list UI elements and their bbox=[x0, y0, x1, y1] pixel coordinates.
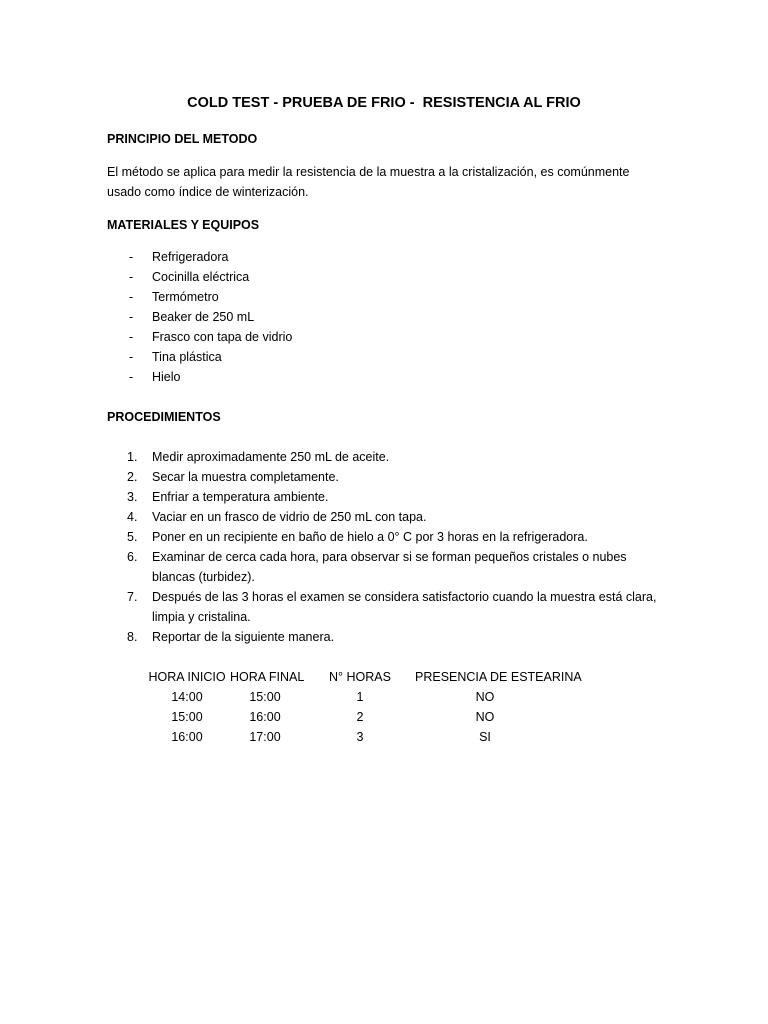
step-text: Reportar de la siguiente manera. bbox=[152, 630, 335, 644]
cell-hora-inicio: 14:00 bbox=[171, 690, 203, 704]
step-text: Poner en un recipiente en baño de hielo a 0° C por 3 horas en la refrigeradora. bbox=[152, 530, 588, 544]
bullet-dash: - bbox=[129, 330, 134, 344]
table-row bbox=[0, 727, 768, 747]
material-item-label: Cocinilla eléctrica bbox=[152, 270, 250, 284]
step-text: Enfriar a temperatura ambiente. bbox=[152, 490, 329, 504]
material-item-label: Frasco con tapa de vidrio bbox=[152, 330, 293, 344]
procedures-list bbox=[107, 447, 667, 647]
material-item-label: Refrigeradora bbox=[152, 250, 229, 264]
bullet-dash: - bbox=[129, 270, 134, 284]
materials-heading: MATERIALES Y EQUIPOS bbox=[107, 218, 260, 232]
principle-text-line1: El método se aplica para medir la resistencia de la muestra a la cristalización, es comúnmente bbox=[107, 165, 630, 179]
list-item bbox=[107, 547, 667, 587]
step-number: 8. bbox=[127, 630, 138, 644]
step-text: Secar la muestra completamente. bbox=[152, 470, 339, 484]
header-hora-final: HORA FINAL bbox=[230, 670, 305, 684]
principle-paragraph bbox=[107, 162, 667, 202]
cell-hora-final: 15:00 bbox=[249, 690, 281, 704]
list-item bbox=[107, 507, 667, 527]
step-text: Después de las 3 horas el examen se considera satisfactorio cuando la muestra está clara, limpia y cristalina. bbox=[152, 590, 657, 624]
material-item-label: Tina plástica bbox=[152, 350, 222, 364]
step-number: 4. bbox=[127, 510, 138, 524]
step-text: Examinar de cerca cada hora, para observar si se forman pequeños cristales o nubes blancas (turbidez). bbox=[152, 550, 627, 584]
list-item bbox=[107, 627, 667, 647]
principle-text-line2: usado como índice de winterización. bbox=[107, 185, 309, 199]
cell-presencia-estearina: NO bbox=[475, 710, 495, 724]
cell-n-horas: 3 bbox=[356, 730, 364, 744]
list-item bbox=[107, 447, 667, 467]
bullet-dash: - bbox=[129, 370, 134, 384]
table-header-row bbox=[0, 667, 768, 687]
list-item bbox=[107, 487, 667, 507]
cell-hora-inicio: 15:00 bbox=[171, 710, 203, 724]
cell-presencia-estearina: SI bbox=[479, 730, 491, 744]
cell-presencia-estearina: NO bbox=[475, 690, 495, 704]
bullet-dash: - bbox=[129, 310, 134, 324]
bullet-dash: - bbox=[129, 250, 134, 264]
cell-n-horas: 1 bbox=[356, 690, 364, 704]
cell-hora-final: 16:00 bbox=[249, 710, 281, 724]
material-item-label: Beaker de 250 mL bbox=[152, 310, 255, 324]
step-number: 5. bbox=[127, 530, 138, 544]
principle-heading: PRINCIPIO DEL METODO bbox=[107, 132, 258, 146]
bullet-dash: - bbox=[129, 290, 134, 304]
cell-n-horas: 2 bbox=[356, 710, 364, 724]
procedures-heading: PROCEDIMIENTOS bbox=[107, 410, 221, 424]
list-item bbox=[107, 527, 667, 547]
step-number: 2. bbox=[127, 470, 138, 484]
table-row bbox=[0, 687, 768, 707]
step-number: 6. bbox=[127, 550, 138, 564]
material-item-label: Hielo bbox=[152, 370, 181, 384]
step-number: 3. bbox=[127, 490, 138, 504]
document-title: COLD TEST - PRUEBA DE FRIO - RESISTENCIA AL FRIO bbox=[187, 95, 581, 111]
bullet-dash: - bbox=[129, 350, 134, 364]
material-item-label: Termómetro bbox=[152, 290, 219, 304]
report-table bbox=[0, 667, 768, 747]
step-number: 7. bbox=[127, 590, 138, 604]
step-text: Medir aproximadamente 250 mL de aceite. bbox=[152, 450, 390, 464]
list-item bbox=[107, 587, 667, 627]
cell-hora-final: 17:00 bbox=[249, 730, 281, 744]
step-text: Vaciar en un frasco de vidrio de 250 mL con tapa. bbox=[152, 510, 427, 524]
header-n-horas: N° HORAS bbox=[329, 670, 391, 684]
table-row bbox=[0, 707, 768, 727]
list-item bbox=[107, 467, 667, 487]
header-presencia-estearina: PRESENCIA DE ESTEARINA bbox=[415, 670, 582, 684]
step-number: 1. bbox=[127, 450, 138, 464]
header-hora-inicio: HORA INICIO bbox=[148, 670, 226, 684]
cell-hora-inicio: 16:00 bbox=[171, 730, 203, 744]
